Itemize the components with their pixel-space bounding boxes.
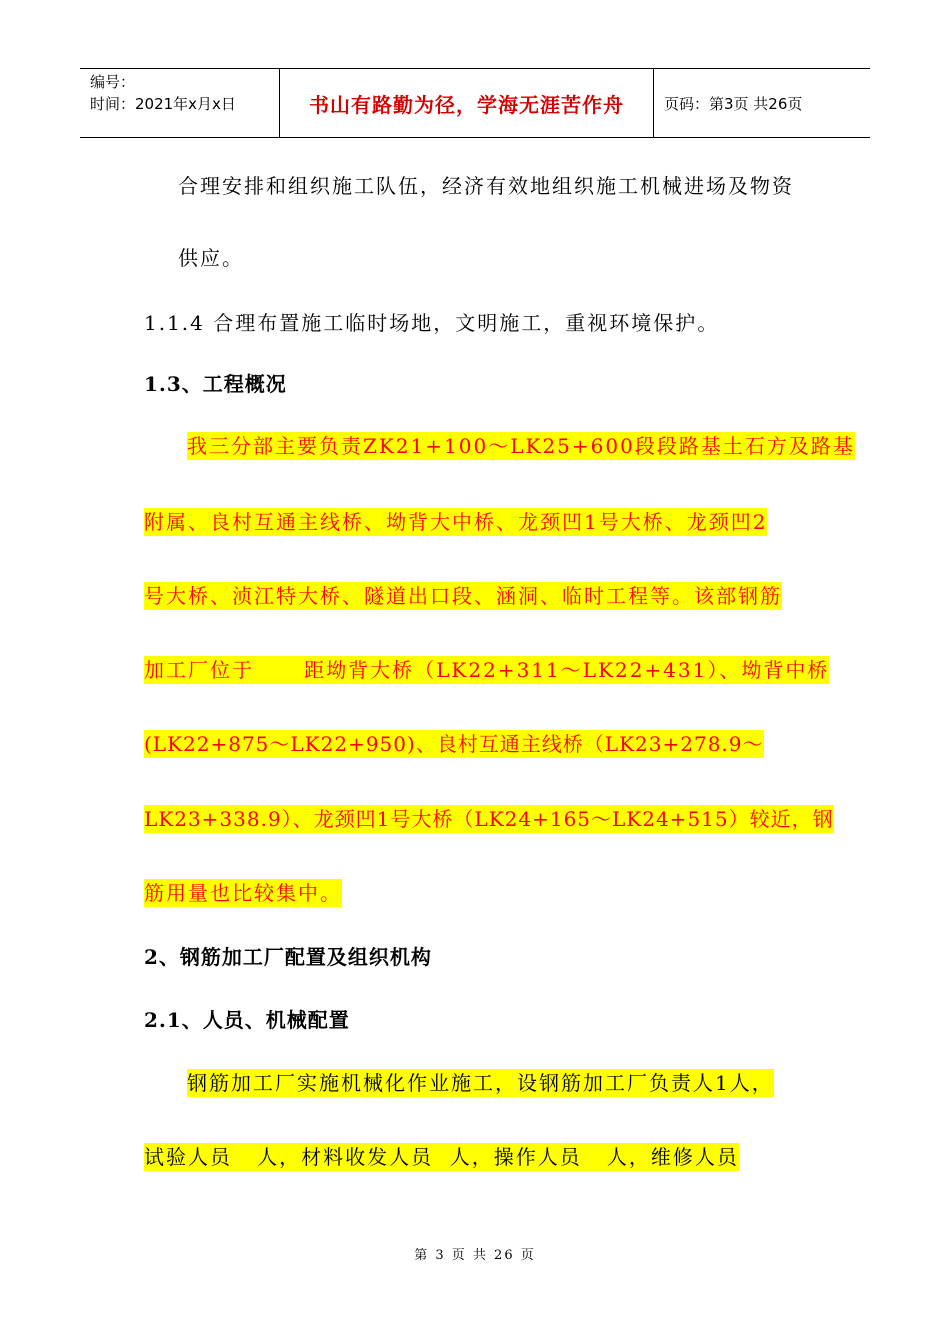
highlighted-line: 附属、良村互通主线桥、坳背大中桥、龙颈凹1号大桥、龙颈凹2 bbox=[144, 510, 768, 534]
header-page-info: 页码：第3页 共26页 bbox=[664, 94, 803, 113]
heading-2: 2、钢筋加工厂配置及组织机构 bbox=[144, 945, 432, 969]
number-label: 编号： bbox=[90, 73, 136, 91]
highlighted-line: 筋用量也比较集中。 bbox=[144, 881, 342, 905]
heading-2-1: 2.1、人员、机械配置 bbox=[144, 1008, 350, 1032]
highlighted-line: 我三分部主要负责ZK21+100～LK25+600段段路基土石方及路基 bbox=[187, 434, 855, 458]
highlighted-line: 号大桥、浈江特大桥、隧道出口段、涵洞、临时工程等。该部钢筋 bbox=[144, 584, 782, 608]
item-1-1-4: 1.1.4 合理布置施工临时场地，文明施工，重视环境保护。 bbox=[144, 311, 720, 335]
highlighted-line: 试验人员 人，材料收发人员 人，操作人员 人，维修人员 bbox=[144, 1145, 739, 1169]
page-header bbox=[80, 68, 870, 138]
highlighted-line: LK23+338.9）、龙颈凹1号大桥（LK24+165～LK24+515）较近，钢 bbox=[144, 807, 834, 831]
header-motto: 书山有路勤为径，学海无涯苦作舟 bbox=[280, 69, 654, 137]
highlighted-line: 钢筋加工厂实施机械化作业施工，设钢筋加工厂负责人1人， bbox=[187, 1071, 774, 1095]
highlighted-line: (LK22+875～LK22+950)、良村互通主线桥（LK23+278.9～ bbox=[144, 732, 764, 756]
highlighted-line: 加工厂位于 距坳背大桥（LK22+311～LK22+431）、坳背中桥 bbox=[144, 658, 830, 682]
header-meta bbox=[80, 69, 280, 137]
page-footer: 第 3 页 共 26 页 bbox=[414, 1248, 536, 1263]
heading-1-3: 1.3、工程概况 bbox=[144, 372, 287, 396]
paragraph-line: 供应。 bbox=[178, 246, 244, 270]
time-label: 时间：2021年x月x日 bbox=[90, 95, 236, 113]
paragraph-line: 合理安排和组织施工队伍，经济有效地组织施工机械进场及物资 bbox=[178, 174, 794, 198]
